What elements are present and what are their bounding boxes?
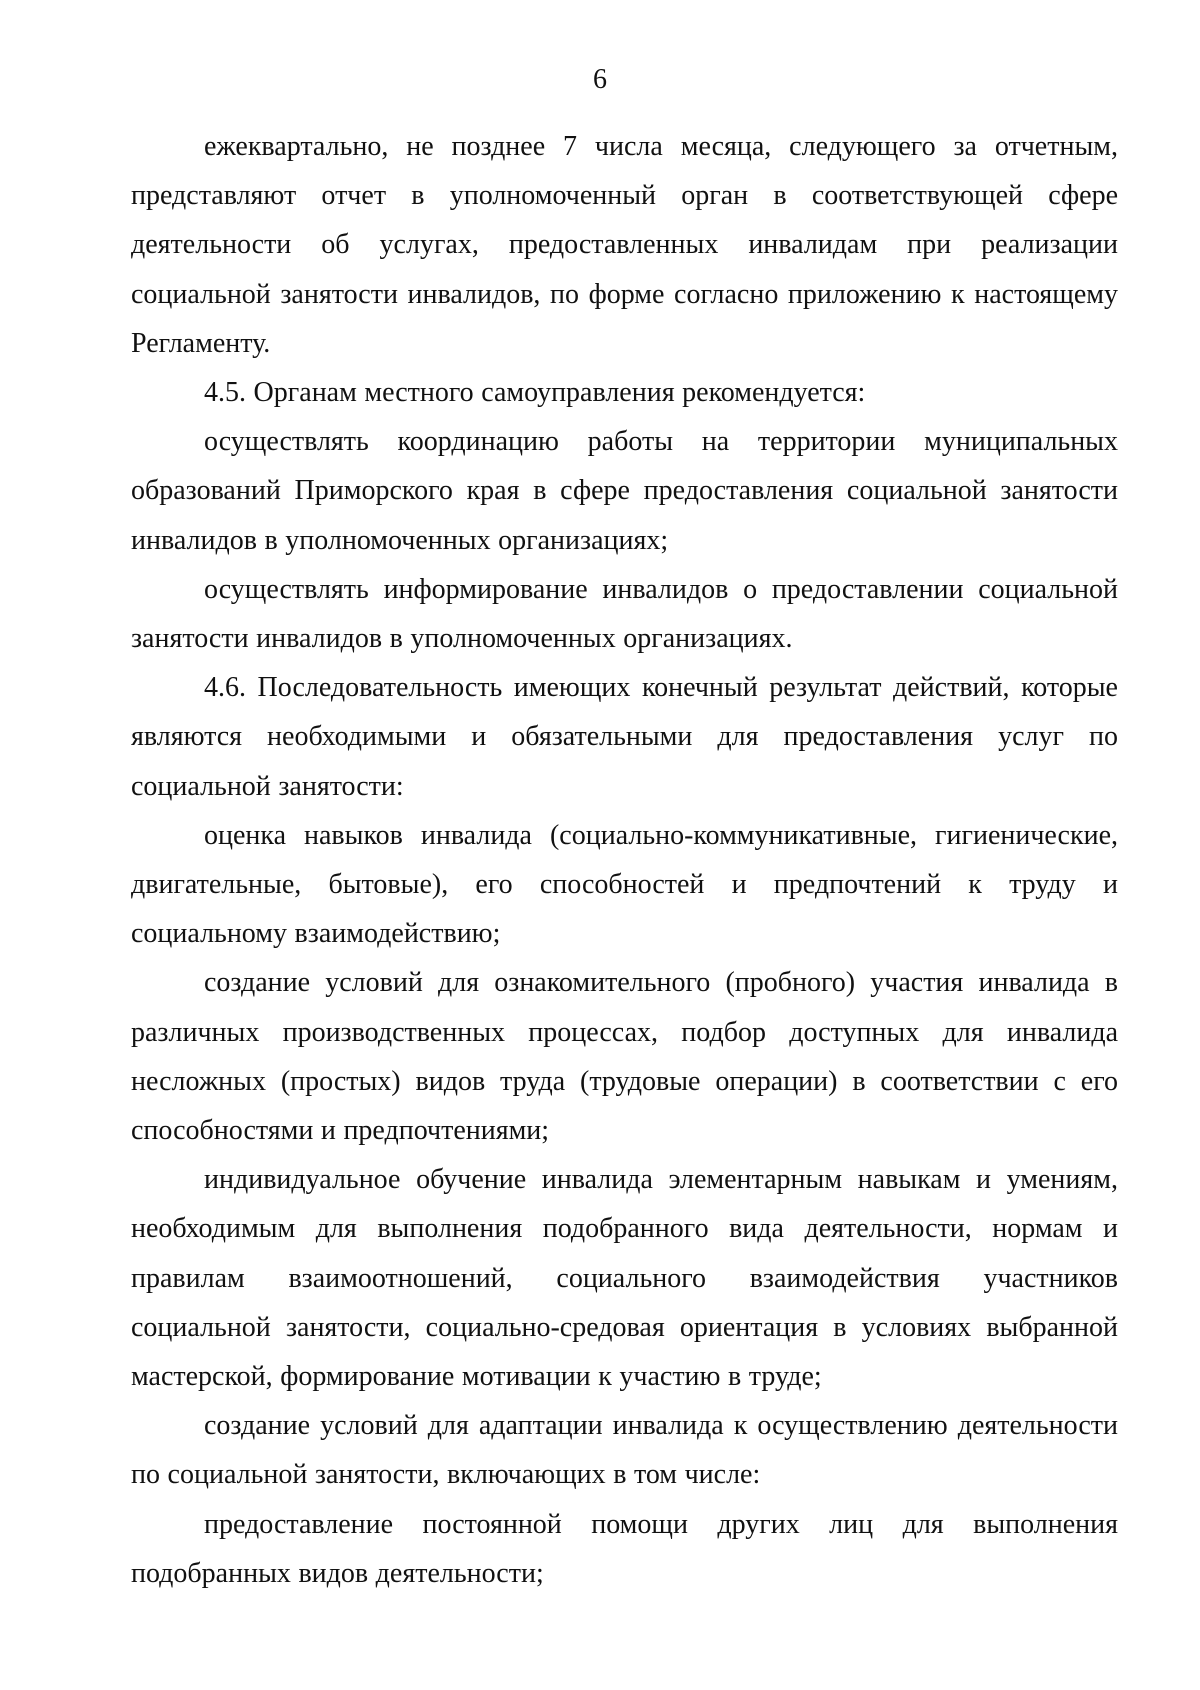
paragraph-constant-assistance: предоставление постоянной помощи других лиц для выполнения подобранных видов деятельности; [131,1508,1118,1589]
paragraph-4-6-heading: 4.6. Последовательность имеющих конечный результат действий, которые являются необходимыми и обязательными для предоставления услуг по социальной занятости: [131,672,1118,802]
paragraph-coordination: осуществлять координацию работы на территории муниципальных образований Приморского края в сфере предоставления социальной занятости инвалидов в уполномоченных организациях; [131,426,1118,556]
paragraph-informing: осуществлять информирование инвалидов о предоставлении социальной занятости инвалидов в уполномоченных организациях. [131,573,1118,655]
paragraph-4-5-heading: 4.5. Органам местного самоуправления рекомендуется: [204,377,866,409]
document-body [131,122,1118,1598]
paragraph-adaptation-conditions: создание условий для адаптации инвалида к осуществлению деятельности по социальной занятости, включающих в том числе: [131,1410,1118,1491]
paragraph-reporting: ежеквартально, не позднее 7 числа месяца, следующего за отчетным, представляют отчет в уполномоченный орган в соответствующей сфере деятельности об услугах, предоставленных инвалидам при реализации социальной занятости инвалидов, по форме согласно приложению к настоящему Регламенту. [131,131,1118,359]
paragraph-individual-training: индивидуальное обучение инвалида элементарным навыкам и умениям, необходимым для выполнения подобранного вида деятельности, нормам и правилам взаимоотношений, социального взаимодействия участников социальной занятости, социально-средовая ориентация в условиях выбранной мастерской, формирование мотивации к участию в труде; [131,1164,1118,1393]
page-number: 6 [593,64,607,95]
paragraph-trial-participation: создание условий для ознакомительного (пробного) участия инвалида в различных производственных процессах, подбор доступных для инвалида несложных (простых) видов труда (трудовые операции) в соответствии с его способностями и предпочтениями; [131,967,1118,1147]
paragraph-skills-assessment: оценка навыков инвалида (социально-коммуникативные, гигиенические, двигательные, бытовые), его способностей и предпочтений к труду и социальному взаимодействию; [131,819,1118,950]
